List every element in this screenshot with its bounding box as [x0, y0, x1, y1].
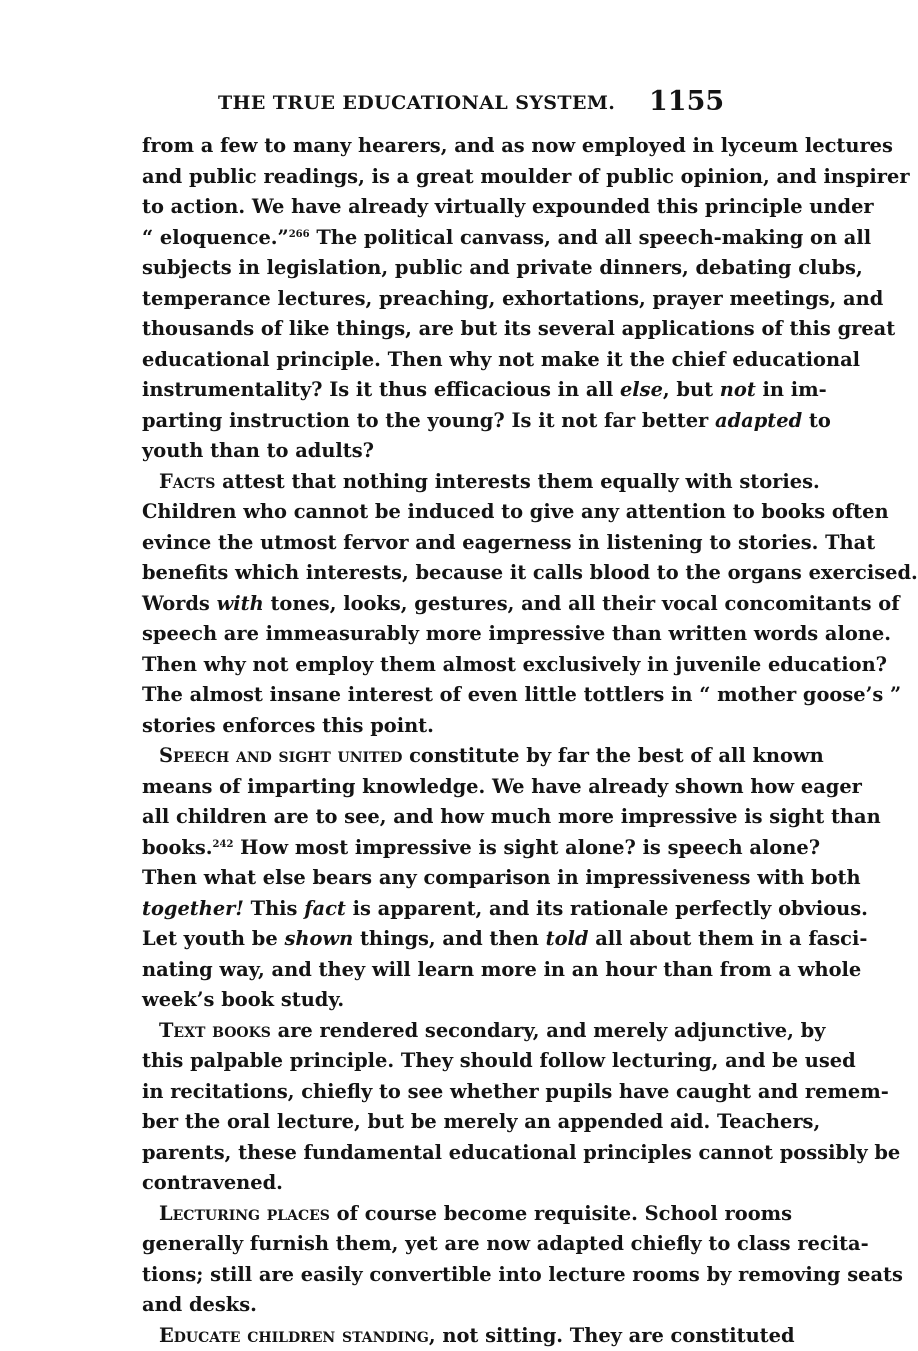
text-line — [142, 375, 668, 406]
paragraph-lead-in: Text books — [159, 1019, 271, 1042]
text-line — [142, 467, 668, 498]
text-line — [142, 284, 668, 315]
paragraph-lead-in: Lecturing places — [159, 1202, 330, 1225]
text-run: from a few to many hearers, and as now employed in lyceum lectures — [142, 134, 893, 157]
text-line — [142, 650, 668, 681]
emphasis-text: adapted — [715, 409, 802, 432]
text-line — [142, 894, 668, 925]
text-line — [142, 680, 668, 711]
text-run: benefits which interests, because it calls blood to the organs exercised. — [142, 561, 918, 584]
text-run: is apparent, and its rationale perfectly obvious. — [346, 897, 868, 920]
paragraph-lead-in: Educate children standing — [159, 1324, 429, 1347]
text-line — [142, 772, 668, 803]
text-line — [142, 223, 668, 254]
text-run: all children are to see, and how much more impressive is sight than — [142, 805, 881, 828]
emphasis-text: not — [720, 378, 756, 401]
text-line — [142, 314, 668, 345]
emphasis-text: else — [620, 378, 663, 401]
text-line — [142, 1290, 668, 1321]
text-run: instrumentality? Is it thus efficacious in all — [142, 378, 620, 401]
text-line — [142, 1199, 668, 1230]
text-run: educational principle. Then why not make it the chief educational — [142, 348, 860, 371]
text-line — [142, 1077, 668, 1108]
text-run: This — [244, 897, 304, 920]
text-line — [142, 192, 668, 223]
footnote-reference: 266 — [289, 229, 310, 240]
text-run: attest that nothing interests them equally with stories. — [215, 470, 819, 493]
text-line — [142, 955, 668, 986]
text-run: “ eloquence.” — [142, 226, 289, 249]
text-run: are rendered secondary, and merely adjunctive, by — [271, 1019, 826, 1042]
text-run: in im- — [756, 378, 827, 401]
text-line — [142, 1138, 668, 1169]
text-line — [142, 345, 668, 376]
page-number: 1155 — [649, 86, 724, 117]
paragraph-lead-in: Speech and sight united — [159, 744, 402, 767]
text-line — [142, 558, 668, 589]
footnote-reference: 242 — [213, 839, 234, 850]
paragraph-lead-in: Facts — [159, 470, 215, 493]
text-line — [142, 253, 668, 284]
text-run: to — [802, 409, 831, 432]
text-run: speech are immeasurably more impressive than written words alone. — [142, 622, 891, 645]
body-text — [142, 131, 668, 1351]
text-run: thousands of like things, are but its several applications of this great — [142, 317, 895, 340]
text-line — [142, 1260, 668, 1291]
text-run: temperance lectures, preaching, exhortations, prayer meetings, and — [142, 287, 883, 310]
text-run: The almost insane interest of even little tottlers in “ mother goose’s ” — [142, 683, 901, 706]
text-line — [142, 1046, 668, 1077]
text-line — [142, 711, 668, 742]
text-run: Let youth be — [142, 927, 284, 950]
running-head-title: THE TRUE EDUCATIONAL SYSTEM. — [218, 92, 615, 114]
text-line — [142, 436, 668, 467]
text-run: youth than to adults? — [142, 439, 374, 462]
emphasis-text: with — [217, 592, 264, 615]
text-line — [142, 131, 668, 162]
emphasis-text: shown — [284, 927, 353, 950]
text-run: contravened. — [142, 1171, 283, 1194]
text-run: Words — [142, 592, 217, 615]
text-line — [142, 924, 668, 955]
text-run: Children who cannot be induced to give any attention to books often — [142, 500, 889, 523]
text-line — [142, 1107, 668, 1138]
text-line — [142, 162, 668, 193]
text-run: parting instruction to the young? Is it not far better — [142, 409, 715, 432]
text-line — [142, 802, 668, 833]
text-run: tions; still are easily convertible into lecture rooms by removing seats — [142, 1263, 903, 1286]
text-run: all about them in a fasci- — [588, 927, 867, 950]
text-run: generally furnish them, yet are now adapted chiefly to class recita- — [142, 1232, 869, 1255]
text-run: ber the oral lecture, but be merely an appended aid. Teachers, — [142, 1110, 820, 1133]
text-line — [142, 741, 668, 772]
text-line — [142, 1321, 668, 1351]
text-run: , but — [663, 378, 720, 401]
text-run: parents, these fundamental educational principles cannot possibly be — [142, 1141, 900, 1164]
text-run: tones, looks, gestures, and all their vocal concomitants of — [264, 592, 900, 615]
emphasis-text: fact — [304, 897, 346, 920]
text-run: Then why not employ them almost exclusively in juvenile education? — [142, 653, 887, 676]
text-line — [142, 589, 668, 620]
text-line — [142, 863, 668, 894]
text-run: How most impressive is sight alone? is speech alone? — [233, 836, 820, 859]
text-run: to action. We have already virtually expounded this principle under — [142, 195, 874, 218]
text-line — [142, 1016, 668, 1047]
text-line — [142, 619, 668, 650]
text-run: nating way, and they will learn more in an hour than from a whole — [142, 958, 861, 981]
text-run: Then what else bears any comparison in impressiveness with both — [142, 866, 861, 889]
text-run: , not sitting. They are constituted — [429, 1324, 795, 1347]
text-line — [142, 1229, 668, 1260]
text-run: and public readings, is a great moulder of public opinion, and inspirer — [142, 165, 910, 188]
text-run: books. — [142, 836, 213, 859]
text-line — [142, 528, 668, 559]
text-run: and desks. — [142, 1293, 257, 1316]
text-line — [142, 985, 668, 1016]
text-run: means of imparting knowledge. We have already shown how eager — [142, 775, 862, 798]
text-run: in recitations, chiefly to see whether pupils have caught and remem- — [142, 1080, 889, 1103]
text-run: things, and then — [353, 927, 545, 950]
text-run: constitute by far the best of all known — [402, 744, 823, 767]
emphasis-text: together! — [142, 897, 244, 920]
text-run: evince the utmost fervor and eagerness in listening to stories. That — [142, 531, 875, 554]
text-run: stories enforces this point. — [142, 714, 434, 737]
text-line — [142, 1168, 668, 1199]
text-line — [142, 833, 668, 864]
text-run: week’s book study. — [142, 988, 344, 1011]
text-run: subjects in legislation, public and private dinners, debating clubs, — [142, 256, 863, 279]
text-line — [142, 406, 668, 437]
text-run: this palpable principle. They should follow lecturing, and be used — [142, 1049, 856, 1072]
running-head — [0, 86, 801, 126]
text-run: The political canvass, and all speech-making on all — [310, 226, 872, 249]
text-run: of course become requisite. School rooms — [330, 1202, 792, 1225]
text-line — [142, 497, 668, 528]
emphasis-text: told — [546, 927, 589, 950]
